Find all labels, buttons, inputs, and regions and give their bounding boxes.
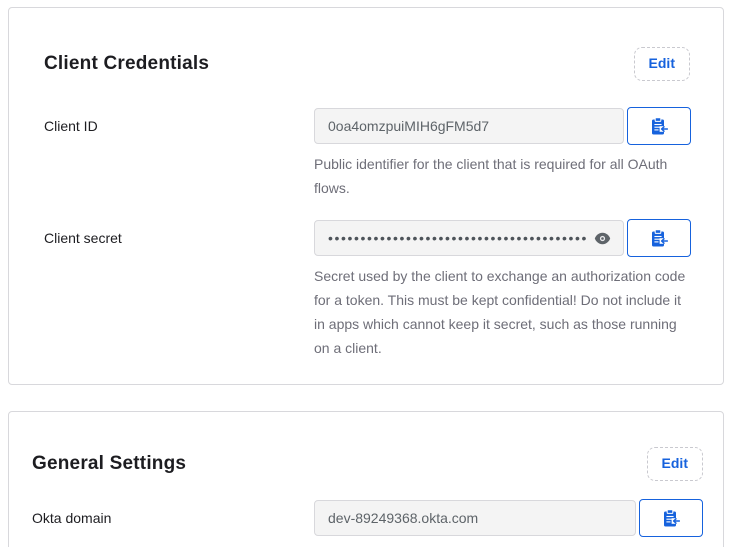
card-header [32, 446, 703, 482]
client-id-label: Client ID [44, 118, 98, 134]
client-secret-control [314, 220, 691, 360]
client-secret-label: Client secret [44, 230, 122, 246]
okta-domain-row [32, 500, 703, 537]
client-id-input-group [314, 108, 691, 145]
clipboard-copy-icon [651, 117, 668, 136]
client-secret-masked-value: •••••••••••••••••••••••••••••••••••••••• [328, 230, 589, 246]
okta-domain-value-field[interactable]: dev-89249368.okta.com [314, 500, 636, 536]
card-title-general-settings: General Settings [32, 453, 187, 474]
edit-general-settings-focus-ring [647, 447, 703, 481]
card-header [44, 46, 690, 82]
client-credentials-card [8, 7, 724, 385]
general-settings-card [8, 411, 724, 547]
copy-client-secret-button[interactable] [627, 219, 691, 257]
client-id-value-field[interactable]: 0oa4omzpuiMIH6gFM5d7 [314, 108, 624, 144]
edit-client-credentials-focus-ring [634, 47, 690, 81]
copy-client-id-button[interactable] [627, 107, 691, 145]
edit-general-settings-link[interactable]: Edit [661, 455, 688, 471]
copy-okta-domain-button[interactable] [639, 499, 703, 537]
client-secret-value-field[interactable] [314, 220, 624, 256]
okta-domain-input-group [314, 500, 703, 537]
clipboard-copy-icon [651, 229, 668, 248]
client-secret-help-text: Secret used by the client to exchange an authorization code for a token. This must be kept confidential! Do not include it in apps which cannot keep it secret, such as those running on a client. [314, 268, 686, 356]
client-secret-row [44, 220, 690, 360]
okta-domain-label: Okta domain [32, 510, 112, 526]
clipboard-copy-icon [663, 509, 680, 528]
card-title-client-credentials: Client Credentials [44, 53, 210, 74]
client-id-help-text: Public identifier for the client that is required for all OAuth flows. [314, 156, 668, 196]
client-id-control [314, 108, 691, 200]
okta-domain-control [314, 500, 703, 537]
client-secret-input-group [314, 220, 691, 257]
eye-icon[interactable] [594, 232, 611, 245]
client-id-row [44, 108, 690, 200]
edit-client-credentials-link[interactable]: Edit [648, 55, 675, 71]
